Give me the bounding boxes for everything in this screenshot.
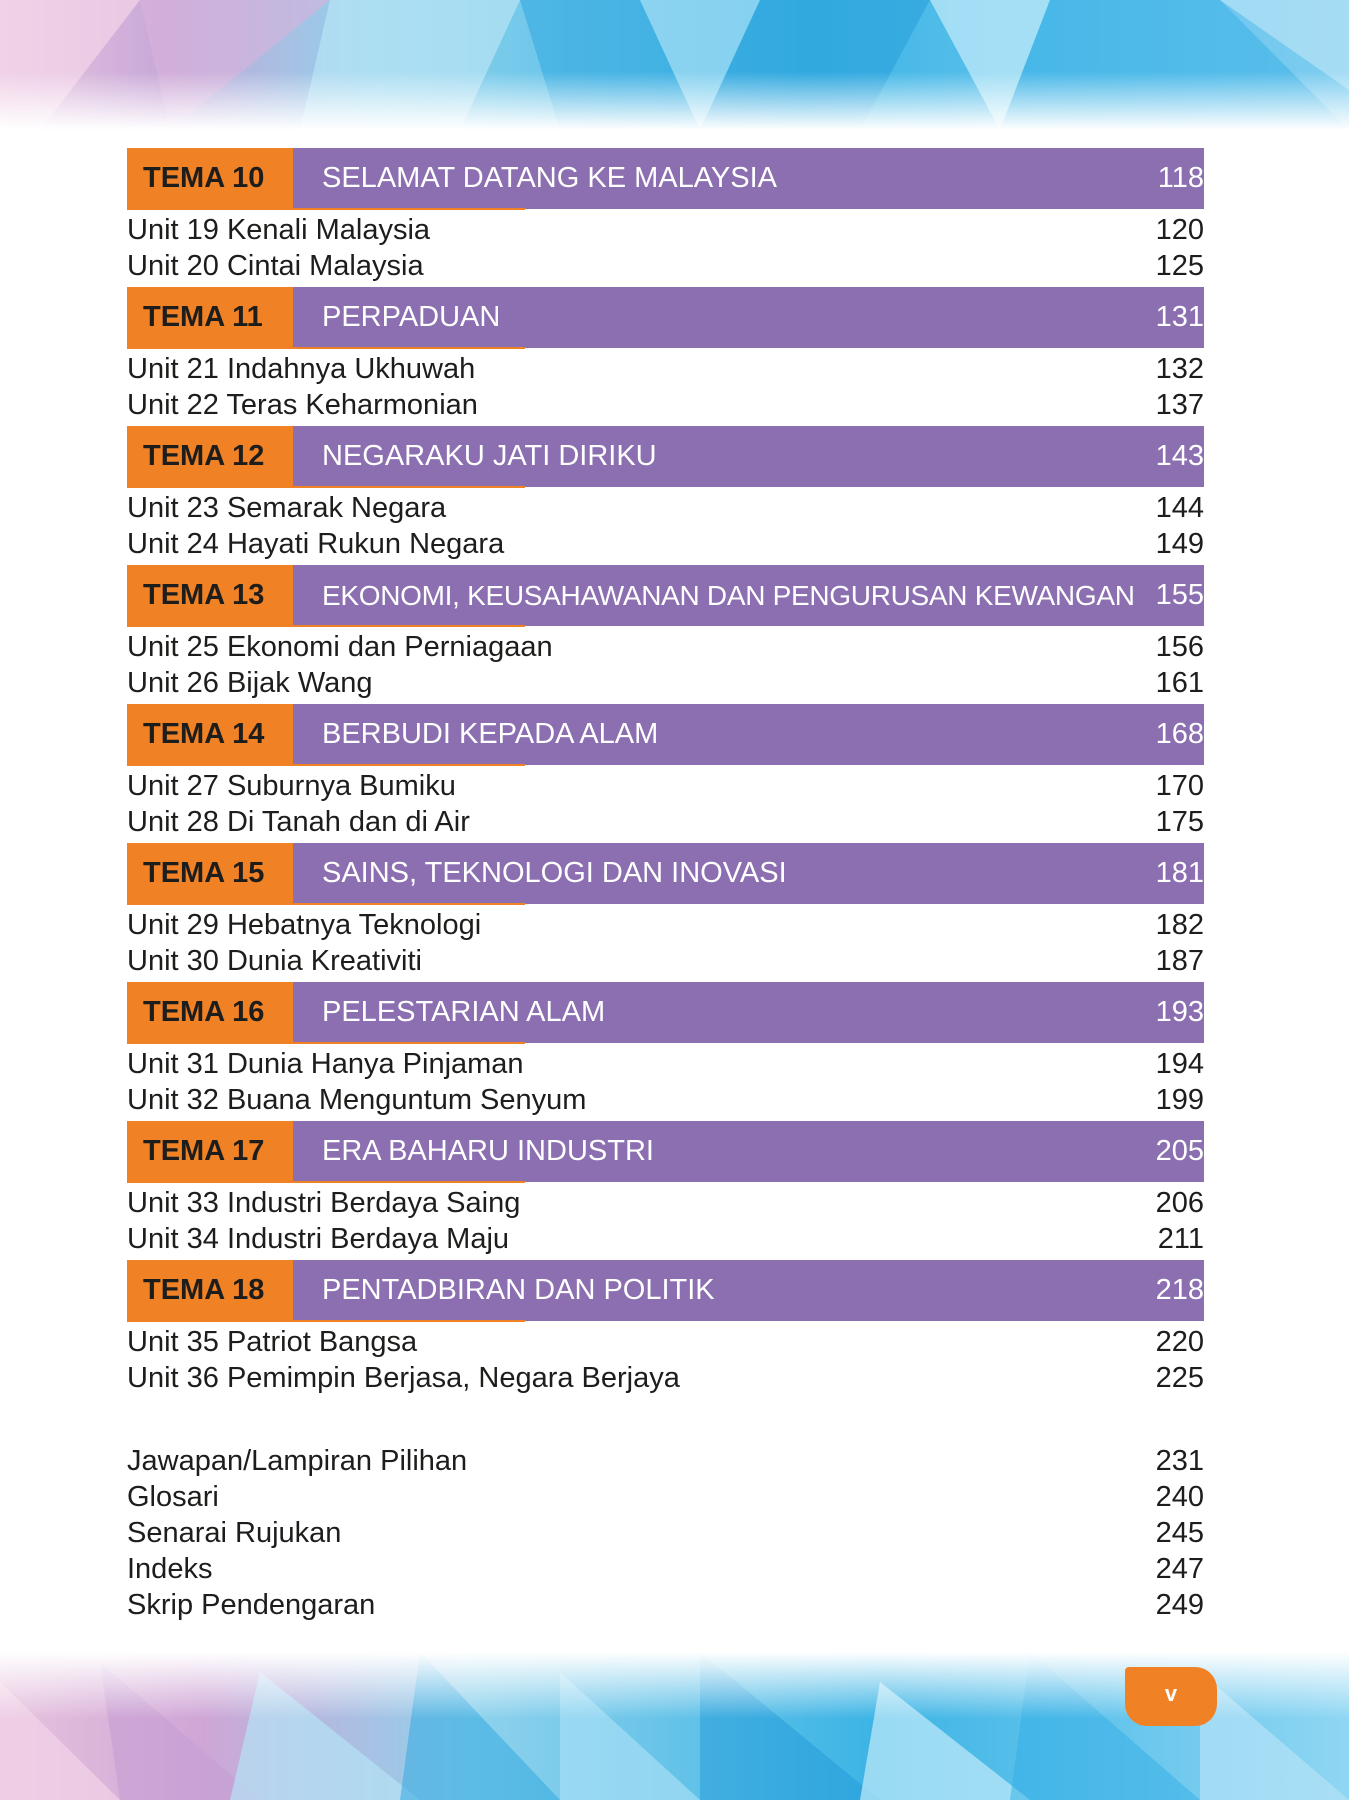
tema-section: [127, 1121, 1204, 1260]
tema-page: 205: [1155, 1135, 1204, 1167]
divider-line: [127, 625, 525, 627]
divider-line: [127, 1320, 525, 1322]
unit-row[interactable]: [127, 387, 1204, 423]
unit-row[interactable]: [127, 943, 1204, 979]
tema-section: [127, 1260, 1204, 1399]
divider-line: [127, 764, 525, 766]
unit-page: 211: [1157, 1222, 1204, 1255]
unit-page: 175: [1155, 805, 1204, 838]
unit-row[interactable]: [127, 490, 1204, 526]
tema-title: NEGARAKU JATI DIRIKU: [322, 440, 657, 472]
unit-label: Unit 21 Indahnya Ukhuwah: [127, 352, 476, 385]
tema-header[interactable]: [127, 704, 1204, 765]
unit-label: Unit 26 Bijak Wang: [127, 666, 373, 699]
tema-section: [127, 704, 1204, 843]
tema-header[interactable]: [127, 287, 1204, 348]
unit-page: 149: [1155, 527, 1204, 560]
tema-header[interactable]: [127, 982, 1204, 1043]
tema-page: 168: [1155, 718, 1204, 750]
unit-list: [127, 1043, 1204, 1121]
unit-page: 206: [1155, 1186, 1204, 1219]
back-matter-row[interactable]: [127, 1443, 1204, 1479]
tema-label: TEMA 15: [127, 843, 293, 904]
tema-label: TEMA 14: [127, 704, 293, 765]
tema-header[interactable]: [127, 843, 1204, 904]
divider-line: [127, 1181, 525, 1183]
unit-label: Unit 28 Di Tanah dan di Air: [127, 805, 470, 838]
tema-title: PERPADUAN: [322, 301, 501, 333]
unit-row[interactable]: [127, 665, 1204, 701]
tema-header[interactable]: [127, 426, 1204, 487]
unit-label: Unit 36 Pemimpin Berjasa, Negara Berjaya: [127, 1361, 680, 1394]
unit-list: [127, 904, 1204, 982]
tema-label: TEMA 17: [127, 1121, 293, 1182]
tema-page: 131: [1155, 301, 1204, 333]
back-matter-row[interactable]: [127, 1551, 1204, 1587]
tema-title: EKONOMI, KEUSAHAWANAN DAN PENGURUSAN KEWANGAN: [322, 580, 1135, 611]
table-of-contents: [127, 148, 1204, 1623]
unit-row[interactable]: [127, 1324, 1204, 1360]
unit-row[interactable]: [127, 212, 1204, 248]
unit-page: 144: [1155, 491, 1204, 524]
tema-page: 143: [1155, 440, 1204, 472]
tema-page: 155: [1155, 579, 1204, 611]
tema-title: BERBUDI KEPADA ALAM: [322, 718, 659, 750]
unit-label: Unit 29 Hebatnya Teknologi: [127, 908, 482, 941]
unit-page: 120: [1155, 213, 1204, 246]
tema-section: [127, 287, 1204, 426]
back-matter-row[interactable]: [127, 1479, 1204, 1515]
unit-page: 194: [1155, 1047, 1204, 1080]
unit-page: 132: [1155, 352, 1204, 385]
unit-list: [127, 1321, 1204, 1399]
unit-list: [127, 348, 1204, 426]
unit-row[interactable]: [127, 804, 1204, 840]
unit-label: Unit 31 Dunia Hanya Pinjaman: [127, 1047, 524, 1080]
tema-label: TEMA 12: [127, 426, 293, 487]
tema-title: SELAMAT DATANG KE MALAYSIA: [322, 162, 777, 194]
unit-label: Unit 33 Industri Berdaya Saing: [127, 1186, 521, 1219]
back-matter-label: Indeks: [127, 1552, 213, 1585]
unit-label: Unit 19 Kenali Malaysia: [127, 213, 431, 246]
divider-line: [127, 208, 525, 210]
unit-page: 199: [1155, 1083, 1204, 1116]
unit-row[interactable]: [127, 351, 1204, 387]
tema-page: 118: [1157, 162, 1204, 194]
back-matter-label: Jawapan/Lampiran Pilihan: [127, 1444, 468, 1477]
unit-row[interactable]: [127, 907, 1204, 943]
unit-list: [127, 765, 1204, 843]
unit-row[interactable]: [127, 1185, 1204, 1221]
page-number-badge: v: [1125, 1667, 1217, 1726]
unit-label: Unit 24 Hayati Rukun Negara: [127, 527, 505, 560]
back-matter-page: 240: [1155, 1480, 1204, 1513]
unit-page: 170: [1155, 769, 1204, 802]
tema-title: ERA BAHARU INDUSTRI: [322, 1135, 654, 1167]
back-matter-page: 231: [1155, 1444, 1204, 1477]
back-matter-label: Glosari: [127, 1480, 219, 1513]
back-matter-label: Skrip Pendengaran: [127, 1588, 376, 1621]
divider-line: [127, 347, 525, 349]
back-matter-page: 245: [1155, 1516, 1204, 1549]
tema-section: [127, 426, 1204, 565]
unit-label: Unit 34 Industri Berdaya Maju: [127, 1222, 510, 1255]
unit-list: [127, 626, 1204, 704]
tema-section: [127, 148, 1204, 287]
back-matter-label: Senarai Rujukan: [127, 1516, 342, 1549]
tema-page: 181: [1155, 857, 1204, 889]
unit-label: Unit 20 Cintai Malaysia: [127, 249, 424, 282]
tema-title: SAINS, TEKNOLOGI DAN INOVASI: [322, 857, 787, 889]
tema-label: TEMA 11: [127, 287, 293, 348]
unit-page: 225: [1155, 1361, 1204, 1394]
unit-page: 137: [1155, 388, 1204, 421]
tema-section: [127, 843, 1204, 982]
tema-label: TEMA 18: [127, 1260, 293, 1321]
unit-row[interactable]: [127, 1046, 1204, 1082]
unit-label: Unit 32 Buana Menguntum Senyum: [127, 1083, 587, 1116]
unit-page: 125: [1155, 249, 1204, 282]
back-matter-page: 249: [1155, 1588, 1204, 1621]
unit-row[interactable]: [127, 1082, 1204, 1118]
unit-row[interactable]: [127, 768, 1204, 804]
back-matter-page: 247: [1155, 1552, 1204, 1585]
tema-title: PELESTARIAN ALAM: [322, 996, 606, 1028]
back-matter-row[interactable]: [127, 1587, 1204, 1623]
unit-page: 161: [1155, 666, 1204, 699]
divider-line: [127, 486, 525, 488]
unit-page: 220: [1155, 1325, 1204, 1358]
tema-title: PENTADBIRAN DAN POLITIK: [322, 1274, 715, 1306]
unit-page: 187: [1155, 944, 1204, 977]
unit-label: Unit 30 Dunia Kreativiti: [127, 944, 422, 977]
tema-header[interactable]: [127, 1121, 1204, 1182]
unit-page: 156: [1155, 630, 1204, 663]
tema-header[interactable]: [127, 1260, 1204, 1321]
unit-page: 182: [1155, 908, 1204, 941]
unit-label: Unit 23 Semarak Negara: [127, 491, 447, 524]
tema-header[interactable]: [127, 565, 1204, 626]
top-decorative-band: [0, 0, 1349, 130]
unit-row[interactable]: [127, 1360, 1204, 1396]
tema-header[interactable]: [127, 148, 1204, 209]
unit-label: Unit 35 Patriot Bangsa: [127, 1325, 418, 1358]
unit-label: Unit 22 Teras Keharmonian: [127, 388, 478, 421]
tema-label: TEMA 10: [127, 148, 293, 209]
back-matter-row[interactable]: [127, 1515, 1204, 1551]
divider-line: [127, 1042, 525, 1044]
tema-page: 218: [1155, 1274, 1204, 1306]
back-matter-list: [127, 1443, 1204, 1623]
tema-section: [127, 565, 1204, 704]
tema-section: [127, 982, 1204, 1121]
unit-label: Unit 25 Ekonomi dan Perniagaan: [127, 630, 553, 663]
unit-list: [127, 209, 1204, 287]
unit-label: Unit 27 Suburnya Bumiku: [127, 769, 456, 802]
tema-label: TEMA 13: [127, 565, 293, 626]
unit-row[interactable]: [127, 629, 1204, 665]
unit-row[interactable]: [127, 1221, 1204, 1257]
unit-row[interactable]: [127, 526, 1204, 562]
divider-line: [127, 903, 525, 905]
unit-list: [127, 1182, 1204, 1260]
tema-page: 193: [1155, 996, 1204, 1028]
unit-row[interactable]: [127, 248, 1204, 284]
unit-list: [127, 487, 1204, 565]
tema-label: TEMA 16: [127, 982, 293, 1043]
